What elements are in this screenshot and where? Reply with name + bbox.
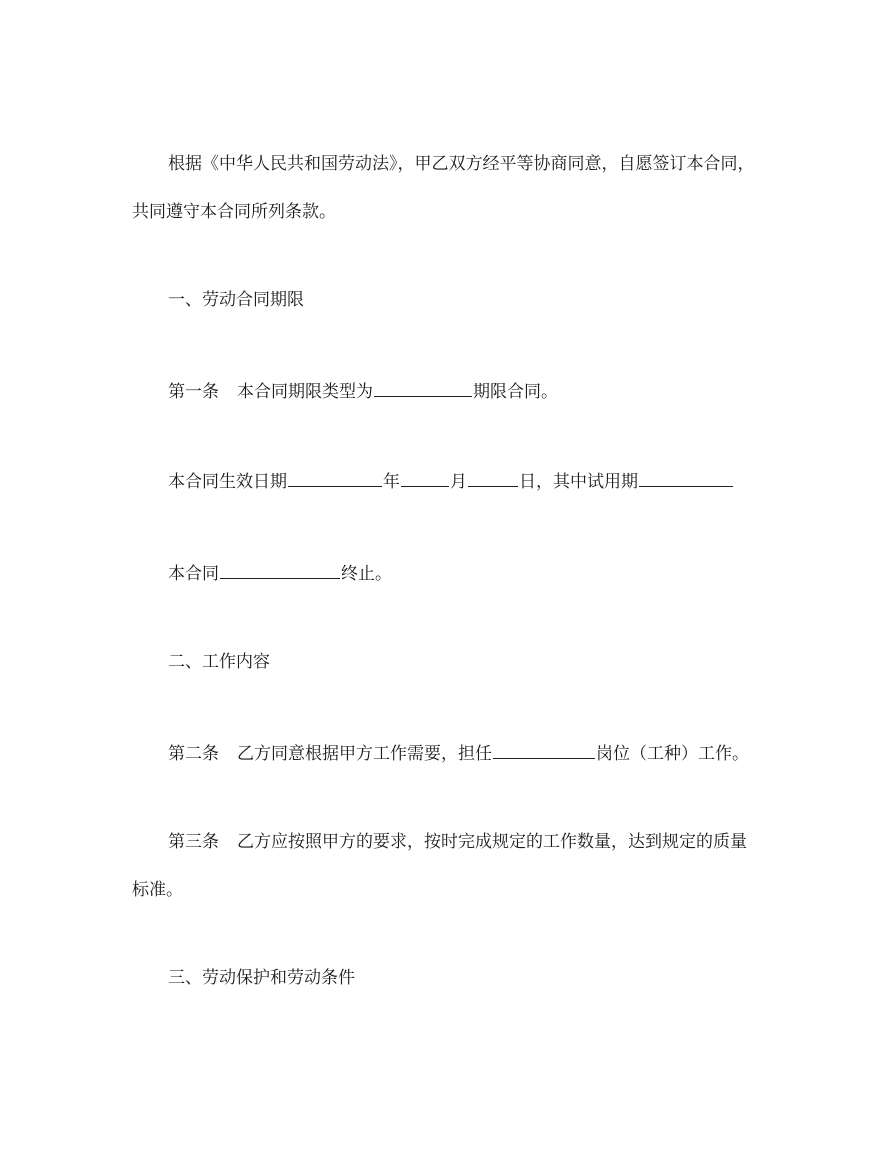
effective-year-blank[interactable]	[288, 468, 382, 487]
termination-prefix: 本合同	[168, 564, 219, 584]
year-label: 年	[383, 472, 400, 492]
article-2-text-after: 岗位（工种）工作。	[596, 744, 749, 764]
article-3	[168, 830, 747, 854]
article-2	[168, 740, 749, 766]
termination-line	[168, 560, 392, 586]
article-1-label: 第一条	[168, 382, 219, 402]
termination-date-blank[interactable]	[220, 560, 340, 579]
section-2-heading: 二、工作内容	[168, 652, 270, 672]
effective-month-blank[interactable]	[401, 468, 449, 487]
article-2-label: 第二条	[168, 744, 219, 764]
article-1-text-after: 期限合同。	[473, 382, 558, 402]
day-probation-label: 日，其中试用期	[519, 472, 638, 492]
effective-date-line	[168, 468, 734, 494]
article-3-label: 第三条	[168, 832, 219, 852]
article-1-text-before: 本合同期限类型为	[237, 382, 373, 402]
position-blank[interactable]	[493, 740, 595, 759]
effective-day-blank[interactable]	[468, 468, 518, 487]
article-1	[168, 378, 558, 404]
effective-date-prefix: 本合同生效日期	[168, 472, 287, 492]
article-3-line-1: 乙方应按照甲方的要求，按时完成规定的工作数量，达到规定的质量	[237, 832, 747, 852]
section-3-heading: 三、劳动保护和劳动条件	[168, 968, 355, 988]
probation-period-blank[interactable]	[639, 468, 733, 487]
article-3-line-2: 标准。	[132, 880, 183, 900]
contract-type-blank[interactable]	[374, 378, 472, 397]
month-label: 月	[450, 472, 467, 492]
intro-line-2: 共同遵守本合同所列条款。	[132, 202, 336, 222]
article-2-text-before: 乙方同意根据甲方工作需要，担任	[237, 744, 492, 764]
termination-suffix: 终止。	[341, 564, 392, 584]
intro-line-1: 根据《中华人民共和国劳动法》，甲乙双方经平等协商同意，自愿签订本合同，	[168, 154, 755, 174]
section-1-heading: 一、劳动合同期限	[168, 290, 304, 310]
